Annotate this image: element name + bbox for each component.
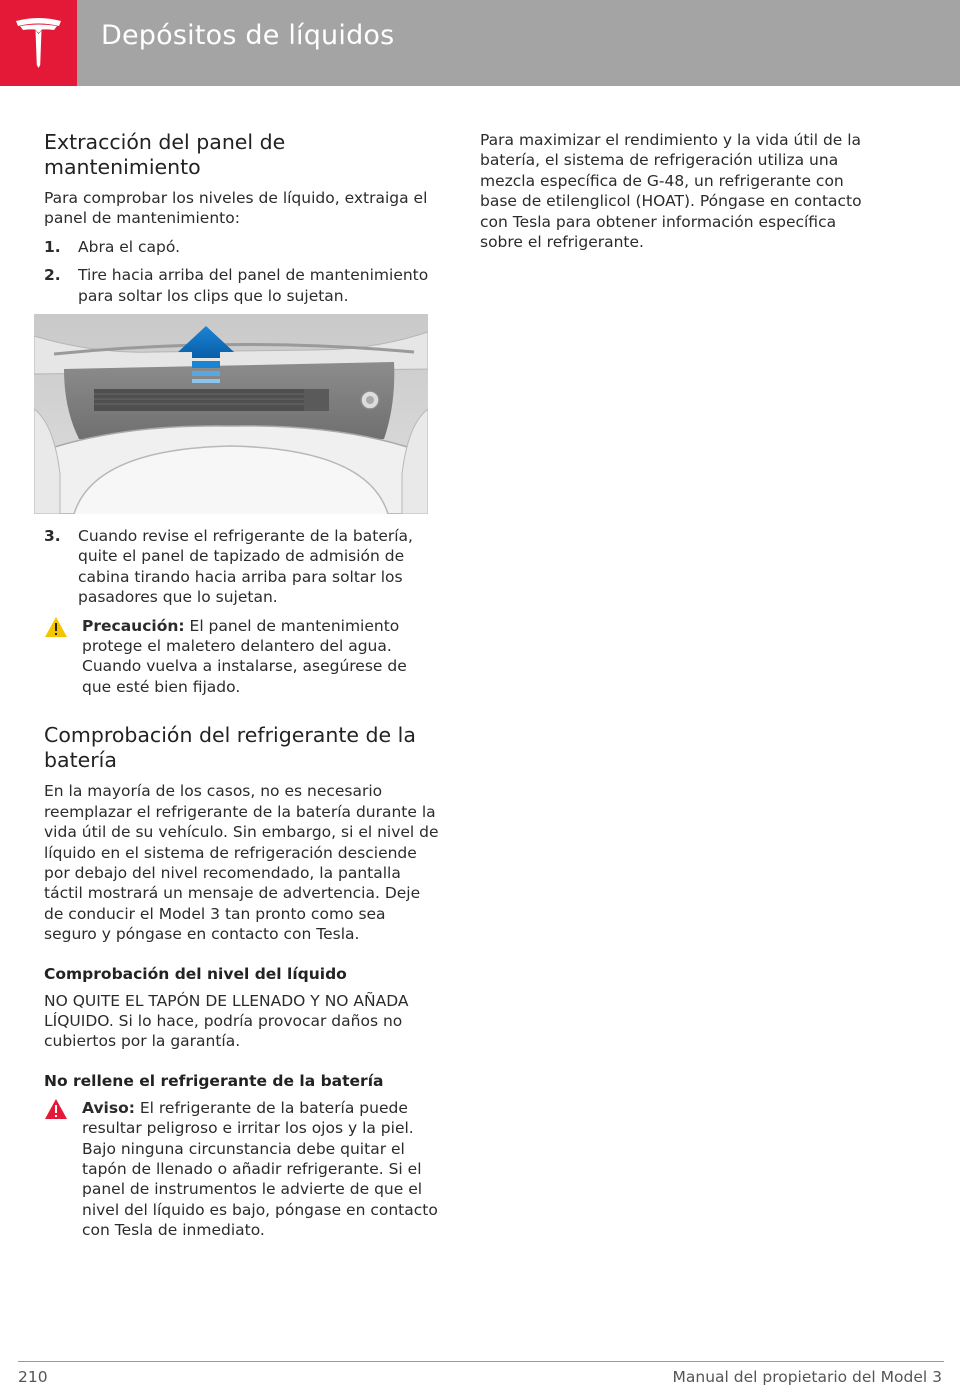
tesla-logo-icon [14,17,63,69]
step-text: Cuando revise el refrigerante de la batería, quite el panel de tapizado de admisión de cabina tirando hacia arriba para soltar los pasadores que lo sujetan. [78,527,413,607]
section-title-service-panel: Extracción del panel de mantenimiento [44,130,286,179]
page-header [0,0,960,86]
step-text: Tire hacia arriba del panel de mantenimiento para soltar los clips que lo sujetan. [78,266,429,305]
step-number: 2. [44,266,61,285]
warning-text: El refrigerante de la batería puede resultar peligroso e irritar los ojos y la piel. Bajo ninguna circunstancia debe quitar el tapón de llenado o añadir refrigerante. Si el panel de instrumentos le advierte de que el nivel del líquido es bajo, póngase en contacto con Tesla de inmediato. [82,1098,438,1240]
caution-label: Precaución: [82,616,185,635]
fluid-level-body: NO QUITE EL TAPÓN DE LLENADO Y NO AÑADA LÍQUIDO. Si lo hace, podría provocar daños no cubiertos por la garantía. [44,991,409,1051]
coolant-spec-body: Para maximizar el rendimiento y la vida útil de la batería, el sistema de refrigeración utiliza una mezcla específica de G-48, un refrigerante con base de etilenglicol (HOAT). Póngase en contacto con Tesla para obtener información específica sobre el refrigerante. [480,131,862,252]
step-text: Abra el capó. [78,237,181,256]
page-title: Depósitos de líquidos [101,20,395,51]
left-column [44,130,440,1249]
caution-triangle-icon [44,616,68,638]
step-number: 3. [44,527,61,546]
step-item [44,237,440,257]
step-item [44,265,440,306]
footer-divider [18,1361,944,1362]
warning-note [44,1098,440,1241]
subsection-title-fluid-level: Comprobación del nivel del líquido [44,964,347,983]
frunk-illustration [34,314,428,514]
battery-coolant-body: En la mayoría de los casos, no es necesario reemplazar el refrigerante de la batería durante la vida útil de su vehículo. Sin embargo, si el nivel de líquido en el sistema de refrigeración desciende por debajo del nivel recomendado, la pantalla táctil mostrará un mensaje de advertencia. Deje de conducir el Model 3 tan pronto como sea seguro y póngase en contacto con Tesla. [44,782,439,944]
page-number: 210 [18,1368,48,1386]
section-title-battery-coolant: Comprobación del refrigerante de la batería [44,723,416,773]
caution-note [44,616,440,698]
step-number: 1. [44,237,61,256]
caution-text: El panel de mantenimiento protege el maletero delantero del agua. Cuando vuelva a instalarse, asegúrese de que esté bien fijado. [82,616,407,696]
warning-label: Aviso: [82,1098,135,1117]
manual-title: Manual del propietario del Model 3 [672,1368,942,1386]
step-item [44,526,440,608]
warning-triangle-icon [44,1098,68,1120]
right-column [480,130,880,260]
steps-list-continued [44,526,440,608]
steps-list [44,237,440,306]
brand-logo-box [0,0,77,86]
service-panel-illustration [34,314,428,514]
subsection-title-no-refill: No rellene el refrigerante de la batería [44,1071,384,1090]
section-intro: Para comprobar los niveles de líquido, extraiga el panel de mantenimiento: [44,189,428,228]
